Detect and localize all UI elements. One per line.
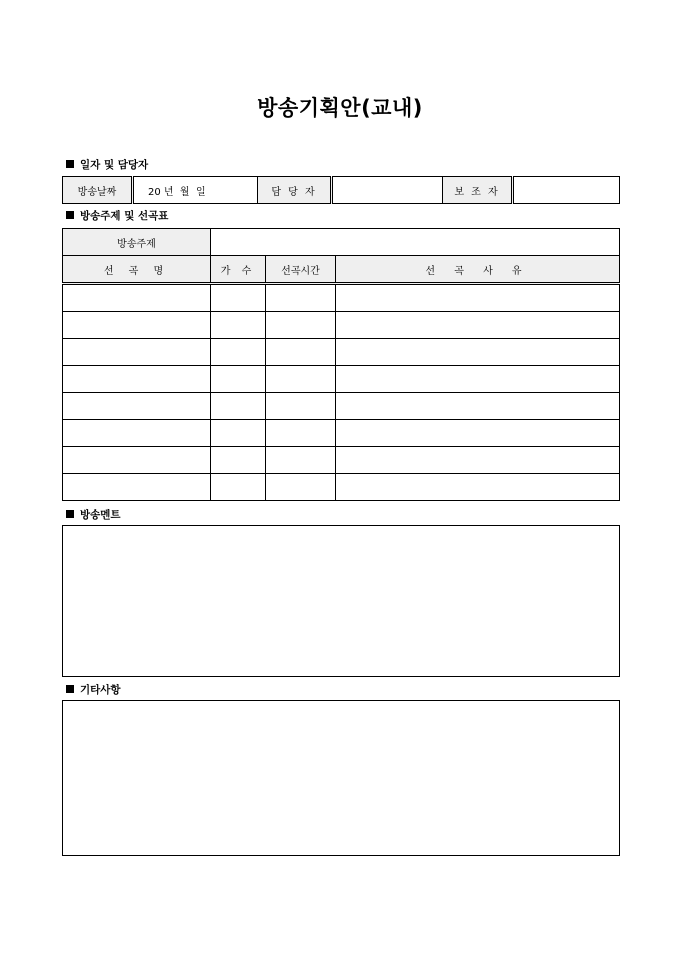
section-etc-label: 기타사항: [80, 684, 121, 696]
table-row: [63, 447, 620, 474]
song-title-cell[interactable]: [63, 447, 211, 474]
song-table: [62, 228, 620, 501]
comment-box[interactable]: [62, 525, 620, 677]
broadcast-date-field[interactable]: 20 년 월 일: [133, 177, 258, 204]
square-bullet-icon: [66, 211, 74, 219]
table-row: [63, 420, 620, 447]
section-topic-songs: [66, 208, 168, 223]
manager-label: 담 당 자: [258, 177, 332, 204]
song-title-cell[interactable]: [63, 312, 211, 339]
section-date-staff: [66, 157, 148, 172]
singer-cell[interactable]: [211, 474, 266, 501]
singer-cell[interactable]: [211, 420, 266, 447]
square-bullet-icon: [66, 160, 74, 168]
square-bullet-icon: [66, 510, 74, 518]
song-reason-cell[interactable]: [336, 474, 620, 501]
song-reason-cell[interactable]: [336, 312, 620, 339]
song-reason-cell[interactable]: [336, 447, 620, 474]
song-time-cell[interactable]: [266, 366, 336, 393]
table-row: [63, 366, 620, 393]
singer-cell[interactable]: [211, 284, 266, 312]
section-topic-songs-label: 방송주제 및 선곡표: [80, 210, 169, 222]
section-date-staff-label: 일자 및 담당자: [80, 159, 149, 171]
song-reason-cell[interactable]: [336, 366, 620, 393]
header-song-reason: 선 곡 사 유: [336, 256, 620, 284]
singer-cell[interactable]: [211, 339, 266, 366]
singer-cell[interactable]: [211, 447, 266, 474]
section-etc: [66, 682, 121, 697]
square-bullet-icon: [66, 685, 74, 693]
song-time-cell[interactable]: [266, 339, 336, 366]
info-table: [62, 176, 620, 204]
manager-field[interactable]: [332, 177, 443, 204]
song-title-cell[interactable]: [63, 366, 211, 393]
table-row: [63, 474, 620, 501]
singer-cell[interactable]: [211, 393, 266, 420]
song-time-cell[interactable]: [266, 447, 336, 474]
song-reason-cell[interactable]: [336, 420, 620, 447]
topic-label: 방송주제: [63, 229, 211, 256]
assistant-field[interactable]: [513, 177, 620, 204]
singer-cell[interactable]: [211, 312, 266, 339]
table-row: [63, 339, 620, 366]
section-comment: [66, 507, 121, 522]
broadcast-date-label: 방송날짜: [63, 177, 133, 204]
song-title-cell[interactable]: [63, 393, 211, 420]
song-reason-cell[interactable]: [336, 393, 620, 420]
song-time-cell[interactable]: [266, 420, 336, 447]
song-time-cell[interactable]: [266, 393, 336, 420]
table-row: [63, 312, 620, 339]
song-title-cell[interactable]: [63, 420, 211, 447]
header-singer: 가 수: [211, 256, 266, 284]
header-song-title: 선 곡 명: [63, 256, 211, 284]
song-time-cell[interactable]: [266, 312, 336, 339]
song-title-cell[interactable]: [63, 284, 211, 312]
topic-field[interactable]: [211, 229, 620, 256]
song-time-cell[interactable]: [266, 284, 336, 312]
section-comment-label: 방송멘트: [80, 509, 121, 521]
table-row: [63, 284, 620, 312]
song-title-cell[interactable]: [63, 339, 211, 366]
song-reason-cell[interactable]: [336, 284, 620, 312]
header-song-time: 선곡시간: [266, 256, 336, 284]
etc-box[interactable]: [62, 700, 620, 856]
singer-cell[interactable]: [211, 366, 266, 393]
table-row: [63, 393, 620, 420]
assistant-label: 보 조 자: [443, 177, 513, 204]
song-reason-cell[interactable]: [336, 339, 620, 366]
song-time-cell[interactable]: [266, 474, 336, 501]
document-title: 방송기획안(교내): [257, 96, 423, 120]
song-title-cell[interactable]: [63, 474, 211, 501]
